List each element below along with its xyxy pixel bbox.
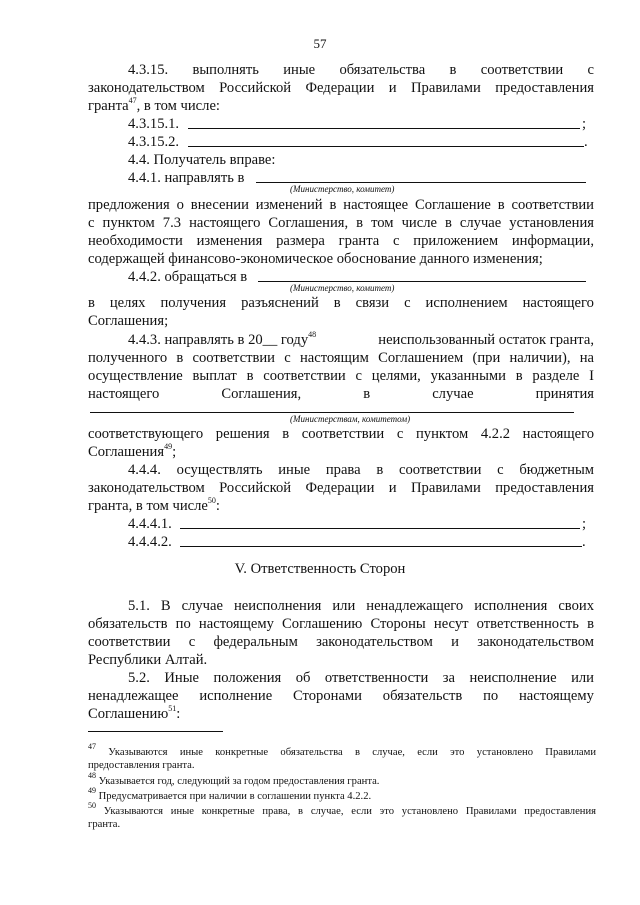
blank-line — [258, 281, 586, 282]
clause-4-4-heading: 4.4. Получатель вправе: — [128, 152, 276, 168]
footnote-48: $^{48}$ Указывается год, следующий за годом предоставления гранта. — [88, 771, 380, 787]
item-4-3-15-1-label: 4.3.15.1. — [128, 116, 180, 132]
item-4-3-15-2-label: 4.3.15.2. — [128, 134, 180, 150]
text-line: содержащей финансово-экономическое обоснование данного изменения; — [88, 251, 543, 267]
blank-line — [90, 412, 574, 413]
text-line: соответствии с федеральным законодательством и законодательством — [88, 634, 594, 650]
field-caption: (Министерствам, комитетом) — [290, 414, 411, 424]
footnote-50-cont: гранта. — [88, 819, 121, 830]
clause-4-4-3-line: 4.4.3. направлять в 20__ году$^{48}$ неиспользованный остаток гранта, — [128, 330, 594, 348]
text-line: с пунктом 7.3 настоящего Соглашения, в том числе в случае установления — [88, 215, 594, 231]
footnote-ref: 49 — [164, 442, 173, 452]
clause-4-4-4-line: 4.4.4. осуществлять иные права в соответствии с бюджетным — [128, 462, 594, 478]
clause-5-1-line: 5.1. В случае неисполнения или ненадлежащего исполнения своих — [128, 598, 594, 614]
clause-4-4-1-label: 4.4.1. направлять в — [128, 170, 245, 186]
text-line: ненадлежащее исполнение Сторонами обязательств по настоящему — [88, 688, 594, 704]
text-line: законодательством Российской Федерации и Правилами предоставления — [88, 480, 594, 496]
text-line: законодательством Российской Федерации и Правилами предоставления — [88, 80, 594, 96]
footnote-separator — [88, 731, 223, 732]
footnote-ref: 50 — [207, 496, 216, 506]
text-line: гранта$^{47}$, в том числе: — [88, 96, 220, 114]
document-page: 57 4.3.15. выполнять иные обязательства в соответствии с законодательством Российской Федерации и Правилами предоставления гранта$^{47}$, в том числе: 4.3.15.1. ; 4.3.15.2. . 4.4. Получатель вправе: 4.4.1. направлять в (Министерство, комитет) предложения о внесении изменений в настоящее Соглашение в соответствии с пунктом 7.3 настоящего Соглашения, в том числе в случае установления необходимости изменения размера гранта с приложением информации, содержащей финансово-экономическое обоснование данного изменения; 4.4.2. обращаться в (Министерство, комитет) в целях получения разъяснений в связи с исполнением настоящего Соглашения; 4.4.3. направлять в 20__ году$^{48}$ неиспользованный остаток гранта, полученного в соответствии с настоящим Соглашением (при наличии), на осуществление выплат в соответствии с целями, указанными в разделе I настоящего Соглашения, в случае принятия (Министерствам, комитетом) соответствующего решения в соответствии с пунктом 4.2.2 настоящего Соглашения$^{49}$; 4.4.4. осуществлять иные права в соответствии с бюджетным законодательством Российской Федерации и Правилами предоставления гранта, в том числе$^{50}$: 4.4.4.1. ; 4.4.4.2. . V. Ответственность Сторон 5.1. В случае неисполнения или ненадлежащего исполнения своих обязательств по настоящему Соглашению Стороны несут ответственность в соответствии с федеральным законодательством и законодательством Республики Алтай. 5.2. Иные положения об ответственности за неисполнение или ненадлежащее исполнение Сторонами обязательств по настоящему Соглашению$^{51}$: $^{47}$ Указываются иные конкретные обязательства в случае, если это установлено Правилами предоставления гранта. $^{48}$ Указывается год, следующий за годом предоставления гранта. $^{49}$ Предусматривается при наличии в соглашении пункта 4.2.2. $^{50}$ Указываются иные конкретные права, в случае, если это установлено Правилами предоставления гранта. — [0, 0, 640, 905]
text-line: Республики Алтай. — [88, 652, 208, 668]
text-line: соответствующего решения в соответствии с пунктом 4.2.2 настоящего — [88, 426, 594, 442]
text-line: осуществление выплат в соответствии с целями, указанными в разделе I — [88, 368, 594, 384]
text-line: Соглашения; — [88, 313, 169, 329]
footnote-50: $^{50}$ Указываются иные конкретные права, в случае, если это установлено Правилами предоставления — [88, 801, 596, 817]
text-line: полученного в соответствии с настоящим Соглашением (при наличии), на — [88, 350, 594, 366]
clause-5-2-line: 5.2. Иные положения об ответственности за неисполнение или — [128, 670, 594, 686]
footnote-47-cont: предоставления гранта. — [88, 760, 195, 771]
footnote-47: $^{47}$ Указываются иные конкретные обязательства в случае, если это установлено Правилами — [88, 742, 596, 758]
text-line: в целях получения разъяснений в связи с исполнением настоящего — [88, 295, 594, 311]
footnote-ref: 51 — [168, 704, 177, 714]
footnote-49: $^{49}$ Предусматривается при наличии в соглашении пункта 4.2.2. — [88, 786, 372, 802]
text-line: Соглашению$^{51}$: — [88, 704, 181, 722]
blank-line — [180, 528, 580, 529]
clause-4-3-15-line: 4.3.15. выполнять иные обязательства в соответствии с — [128, 62, 594, 78]
footnote-ref: 48 — [308, 330, 317, 340]
blank-line — [256, 182, 586, 183]
text-line: предложения о внесении изменений в настоящее Соглашение в соответствии — [88, 197, 594, 213]
blank-line — [188, 146, 584, 147]
item-4-4-4-2-label: 4.4.4.2. — [128, 534, 172, 550]
blank-line — [180, 546, 582, 547]
item-4-4-4-1-label: 4.4.4.1. — [128, 516, 172, 532]
text-line: Соглашения$^{49}$; — [88, 442, 177, 460]
text-line: настоящего Соглашения, в случае принятия — [88, 386, 594, 402]
footnote-ref: 47 — [128, 96, 137, 106]
page-number: 57 — [313, 36, 327, 51]
clause-4-4-2-label: 4.4.2. обращаться в — [128, 269, 248, 285]
field-caption: (Министерство, комитет) — [290, 283, 395, 293]
field-caption: (Министерство, комитет) — [290, 184, 395, 194]
text-line: необходимости изменения размера гранта с приложением информации, — [88, 233, 594, 249]
text-line: обязательств по настоящему Соглашению Стороны несут ответственность в — [88, 616, 594, 632]
blank-line — [188, 128, 580, 129]
text-line: гранта, в том числе$^{50}$: — [88, 496, 220, 514]
section-title: V. Ответственность Сторон — [234, 561, 406, 577]
